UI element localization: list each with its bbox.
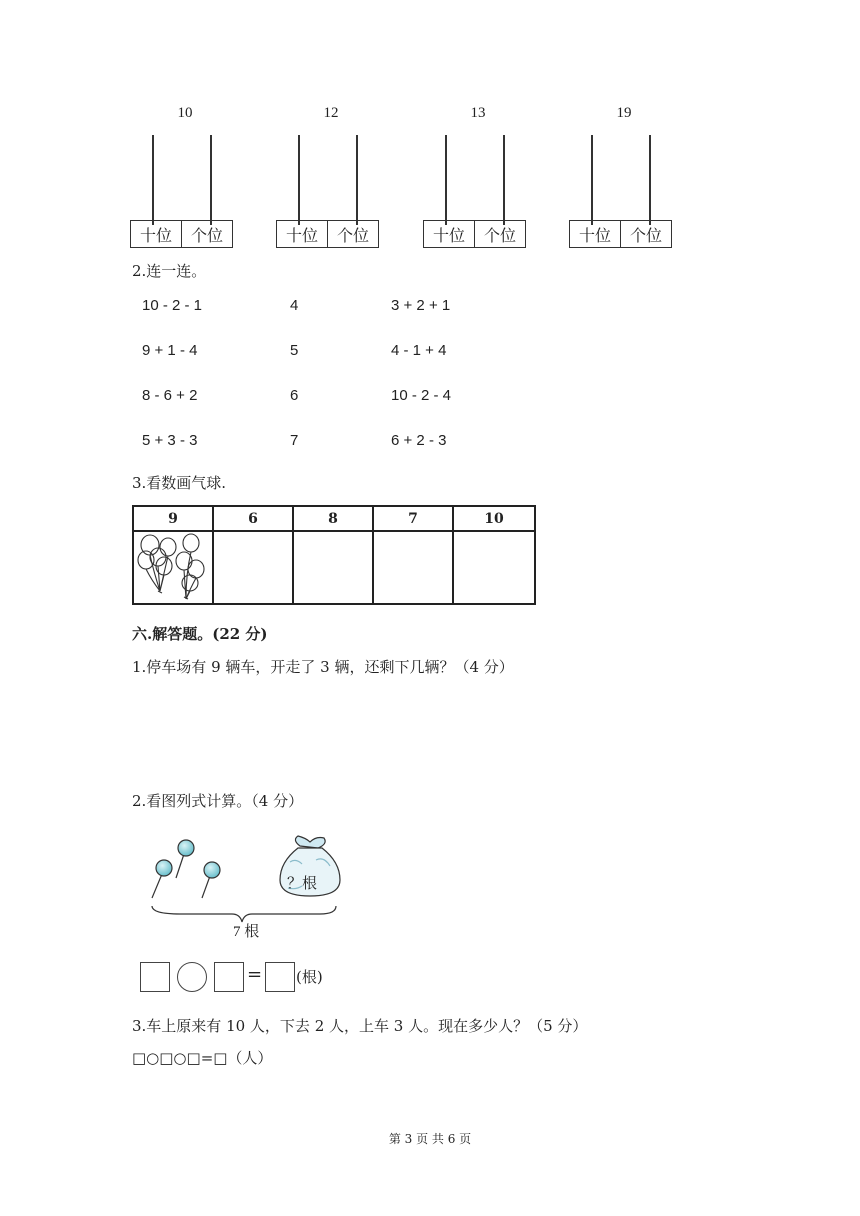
answer-box[interactable] <box>265 962 295 992</box>
tens-label: 十位 <box>432 225 465 245</box>
table-header: 9 <box>168 511 178 527</box>
answer-number: 4 <box>290 297 299 314</box>
question-3: 3.车上原来有 10 人，下去 2 人，上车 3 人。现在多少人？（5 分） <box>132 1017 588 1035</box>
tens-label: 十位 <box>578 225 611 245</box>
expr-right: 6 + 2 - 3 <box>391 432 447 449</box>
expr-left: 8 - 6 + 2 <box>142 387 198 404</box>
question-1: 1.停车场有 9 辆车，开走了 3 辆，还剩下几辆？（4 分） <box>132 658 514 676</box>
expr-left: 9 + 1 - 4 <box>142 342 198 359</box>
section-title: 六.解答题。(22 分) <box>132 625 268 643</box>
page-footer: 第 3 页 共 6 页 <box>388 1132 472 1146</box>
answer-number: 6 <box>290 387 299 404</box>
place-value-base <box>276 220 379 248</box>
balloon-table <box>132 505 536 605</box>
abacus-rod-tens <box>298 135 300 225</box>
tens-label: 十位 <box>285 225 318 245</box>
total-label: 7 根 <box>233 924 260 940</box>
table-header: 10 <box>484 511 504 527</box>
ones-label: 个位 <box>474 221 525 247</box>
expr-left: 10 - 2 - 1 <box>142 297 203 314</box>
equals-sign: = <box>247 964 263 985</box>
answer-number: 7 <box>290 432 299 449</box>
operator-circle[interactable] <box>177 962 207 992</box>
abacus-10 <box>130 105 270 245</box>
abacus-13 <box>423 105 563 245</box>
connect-title: 2.连一连。 <box>132 262 207 280</box>
place-value-base <box>130 220 233 248</box>
abacus-rod-tens <box>591 135 593 225</box>
table-header: 6 <box>248 511 258 527</box>
expr-left: 5 + 3 - 3 <box>142 432 198 449</box>
abacus-rod-tens <box>445 135 447 225</box>
table-header: 8 <box>328 511 338 527</box>
question-3-template: □○□○□=□（人） <box>132 1049 273 1067</box>
bag-label: ？根 <box>287 876 318 892</box>
abacus-rod-tens <box>152 135 154 225</box>
abacus-rod-ones <box>503 135 505 225</box>
place-value-base <box>569 220 672 248</box>
ones-label: 个位 <box>327 221 378 247</box>
balloons-illustration <box>136 533 212 603</box>
place-value-base <box>423 220 526 248</box>
abacus-number: 13 <box>470 105 486 121</box>
answer-box[interactable] <box>214 962 244 992</box>
expr-right: 3 + 2 + 1 <box>391 297 451 314</box>
abacus-number: 10 <box>177 105 193 121</box>
answer-box[interactable] <box>140 962 170 992</box>
ones-label: 个位 <box>620 221 671 247</box>
abacus-19 <box>569 105 709 245</box>
ones-label: 个位 <box>181 221 232 247</box>
table-header: 7 <box>408 511 418 527</box>
abacus-number: 19 <box>616 105 632 121</box>
abacus-rod-ones <box>649 135 651 225</box>
abacus-12 <box>276 105 416 245</box>
question-2: 2.看图列式计算。（4 分） <box>132 792 304 810</box>
abacus-number: 12 <box>323 105 339 121</box>
answer-number: 5 <box>290 342 299 359</box>
unit-label: (根) <box>296 968 323 986</box>
abacus-rod-ones <box>210 135 212 225</box>
expr-right: 4 - 1 + 4 <box>391 342 447 359</box>
balloon-title: 3.看数画气球. <box>132 474 227 492</box>
abacus-rod-ones <box>356 135 358 225</box>
expr-right: 10 - 2 - 4 <box>391 387 452 404</box>
tens-label: 十位 <box>139 225 172 245</box>
